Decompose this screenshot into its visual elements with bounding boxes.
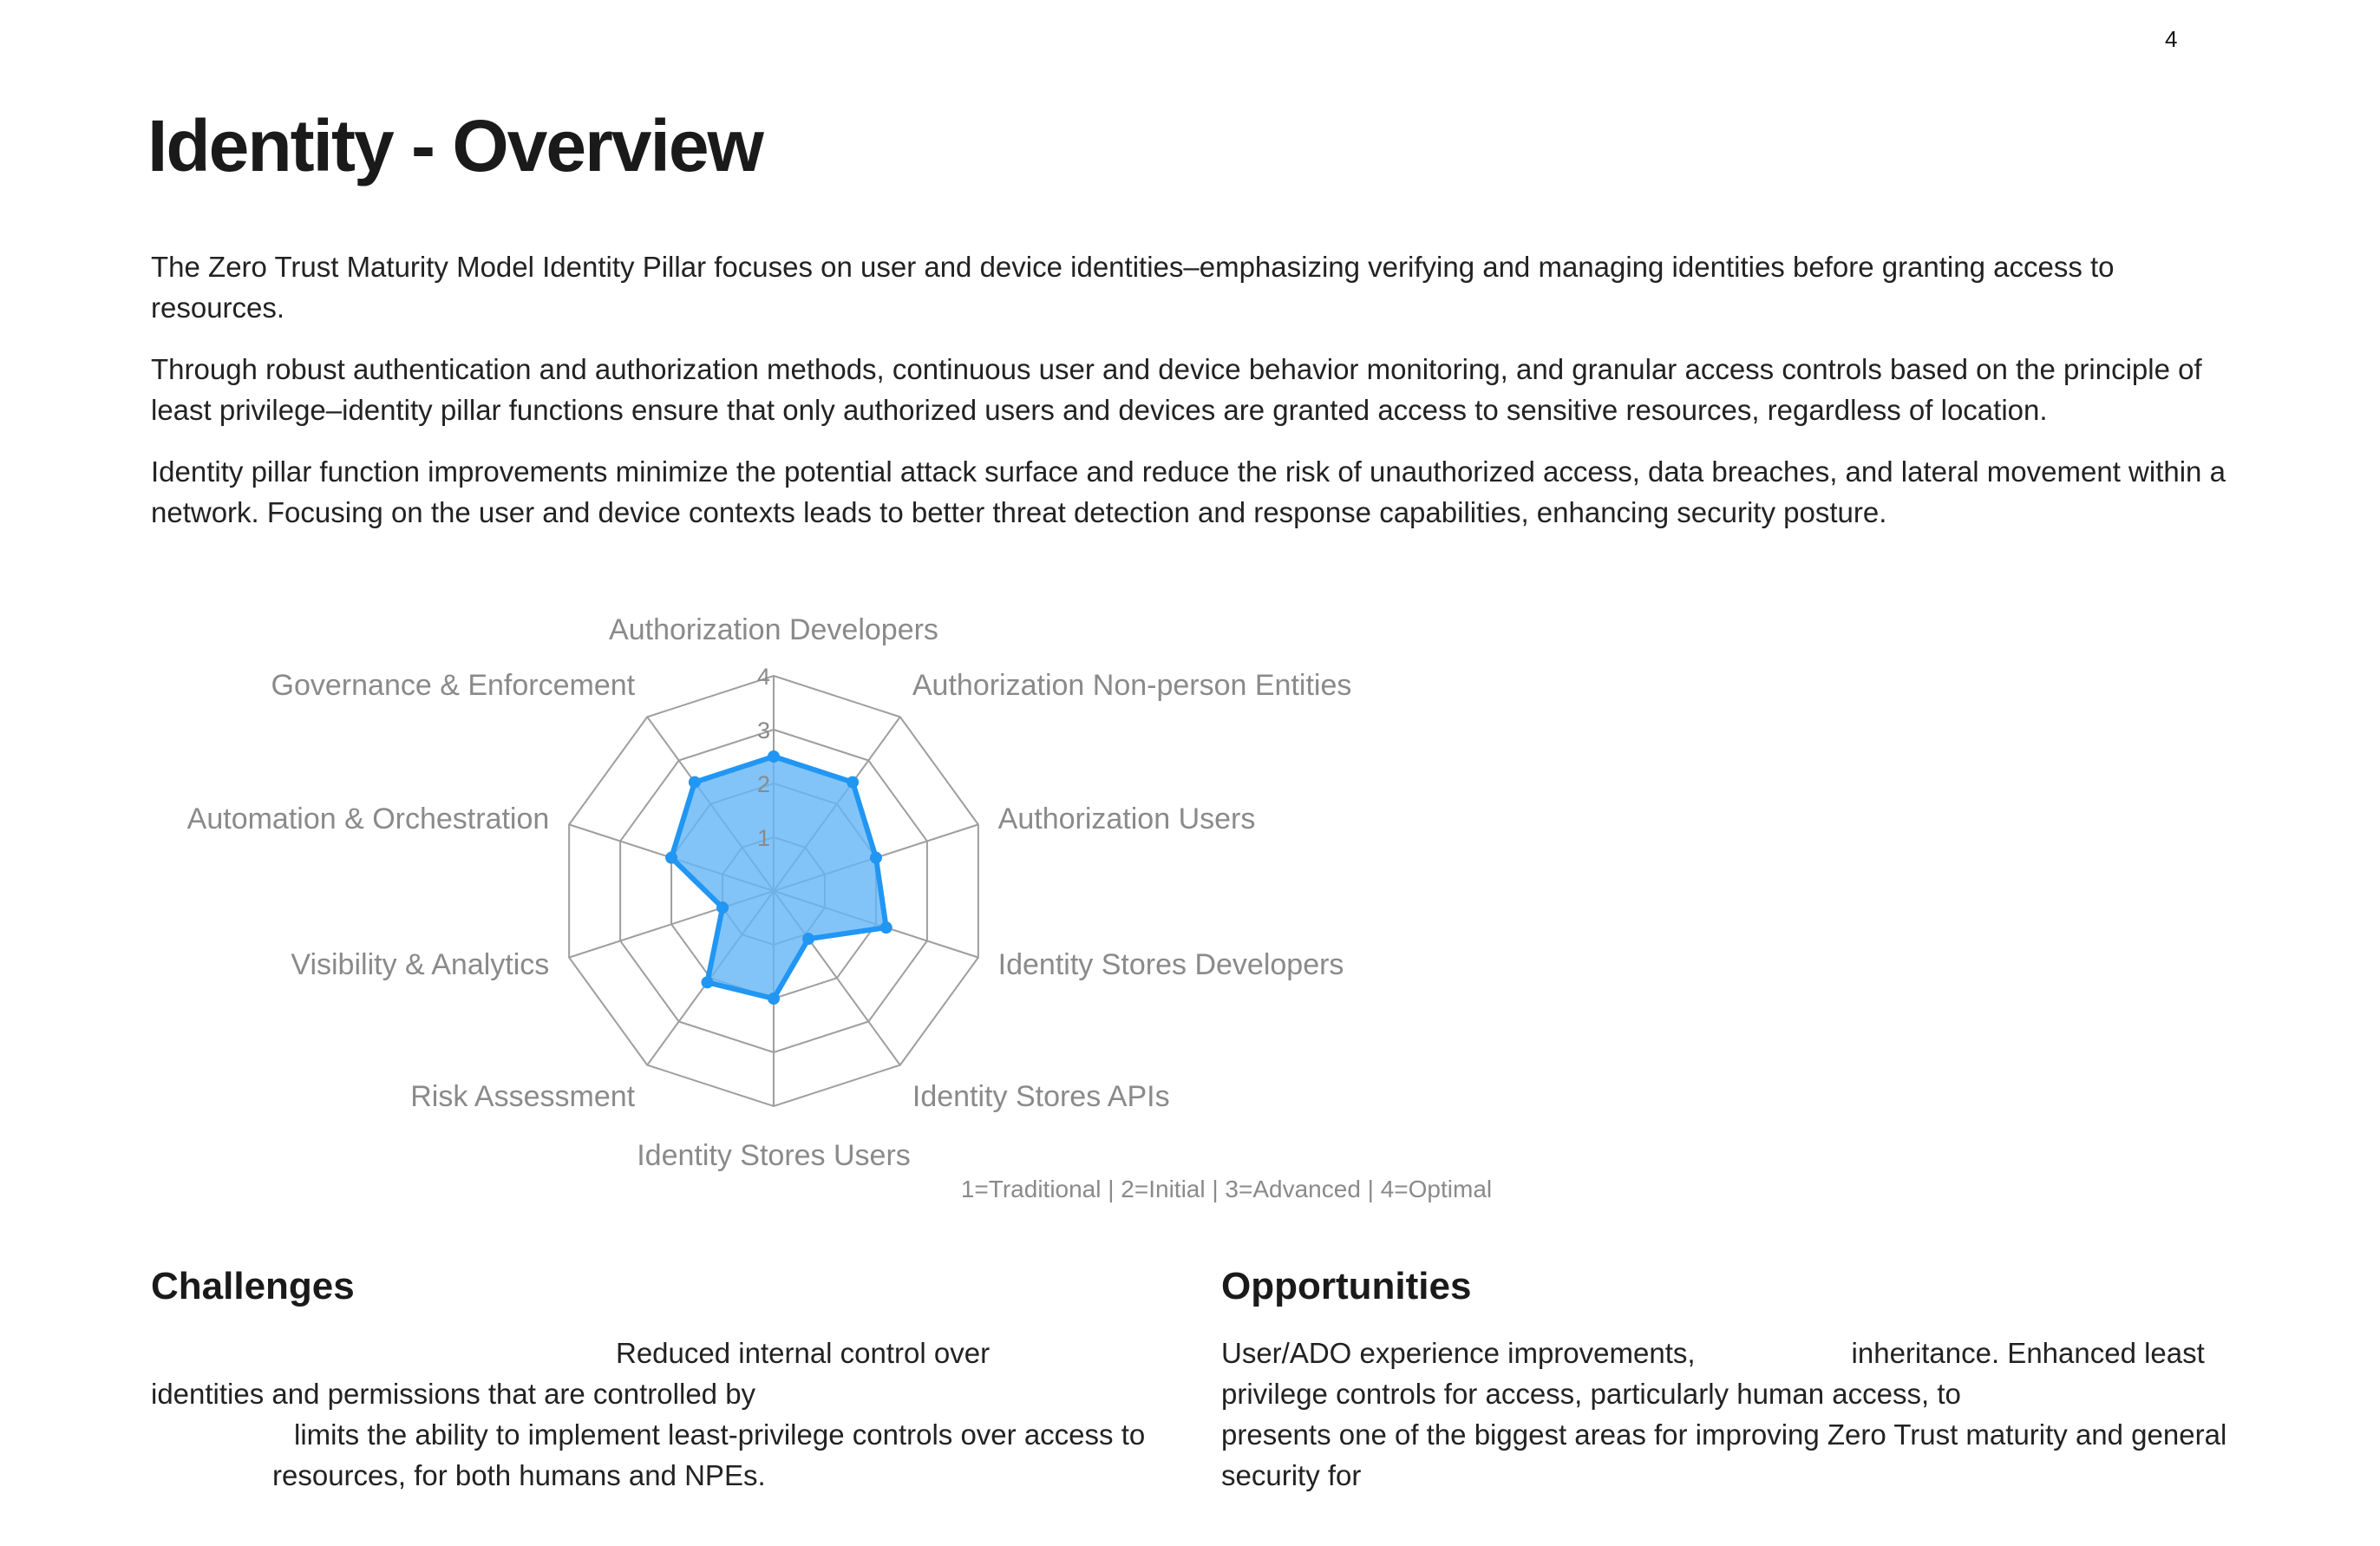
challenges-text [151,1333,1174,1496]
data-point-9 [665,852,677,864]
tick-label: 3 [756,717,770,744]
maturity-radar-chart [147,607,1622,1215]
opportunities-text [1221,1333,2245,1496]
tick-label: 4 [756,664,770,690]
tick-label: 1 [756,825,770,851]
data-point-8 [716,901,729,914]
challenges-line-4: resources, for both humans and NPEs. [272,1459,766,1491]
series-area [671,757,886,999]
data-point-7 [701,976,713,988]
data-point-2 [847,776,859,789]
challenges-line-1: Reduced internal control over [616,1337,991,1369]
page-title: Identity - Overview [147,105,762,187]
opportunities-line-1a: User/ADO experience improvements, [1221,1337,1696,1369]
data-point-3 [870,852,882,864]
opportunities-line-1 [1221,1333,2245,1373]
opportunities-heading: Opportunities [1221,1265,1472,1307]
intro-paragraph-3: Identity pillar function improvements minimize the potential attack surface and reduce the risk of unauthorized access, data breaches, and lateral movement within a network. Focusing on the user and device contexts leads to better threat detection and response capabilities, enhancing security posture. [151,455,2226,528]
data-point-4 [880,921,892,933]
redacted-gap [1696,1342,1852,1368]
opportunities-line-2: privilege controls for access, particularly human access, to [1221,1378,1961,1410]
opportunities-line-3: presents one of the biggest areas for improving Zero Trust maturity and general [1221,1418,2227,1451]
axis-label: Identity Stores APIs [912,1080,1170,1114]
challenges-heading: Challenges [151,1265,355,1307]
data-point-1 [768,750,780,763]
tick-label: 2 [756,771,770,797]
opportunities-line-4: security for [1221,1459,1362,1491]
axis-label: Authorization Non-person Entities [912,668,1352,702]
axis-label: Governance & Enforcement [271,668,636,702]
intro-text [151,246,2233,554]
axis-label: Identity Stores Developers [997,948,1344,982]
challenges-line-3: limits the ability to implement least-privilege controls over access to [294,1418,1146,1451]
challenges-line-2: identities and permissions that are controlled by [151,1378,756,1410]
scale-note: 1=Traditional | 2=Initial | 3=Advanced | 4=Optimal [960,1176,1493,1202]
axis-label: Automation & Orchestration [186,802,550,835]
intro-paragraph-2: Through robust authentication and authorization methods, continuous user and device behavior monitoring, and granular access controls based on the principle of least privilege–identity pillar functions ensure that only authorized users and devices are granted access to sensitive resources, regardless of location. [151,353,2202,426]
data-point-6 [768,992,780,1005]
axis-label: Identity Stores Users [637,1139,911,1172]
data-point-5 [802,933,814,945]
intro-paragraph-1: The Zero Trust Maturity Model Identity Pillar focuses on user and device identities–emphasizing verifying and managing identities before granting access to resources. [151,251,2115,324]
opportunities-line-1b: inheritance. Enhanced least [1851,1337,2205,1369]
data-point-10 [689,776,701,789]
axis-label: Risk Assessment [410,1080,636,1114]
axis-label: Visibility & Analytics [291,948,550,982]
page-number: 4 [2165,26,2178,52]
axis-label: Authorization Users [997,802,1256,835]
axis-label: Authorization Developers [609,613,938,646]
